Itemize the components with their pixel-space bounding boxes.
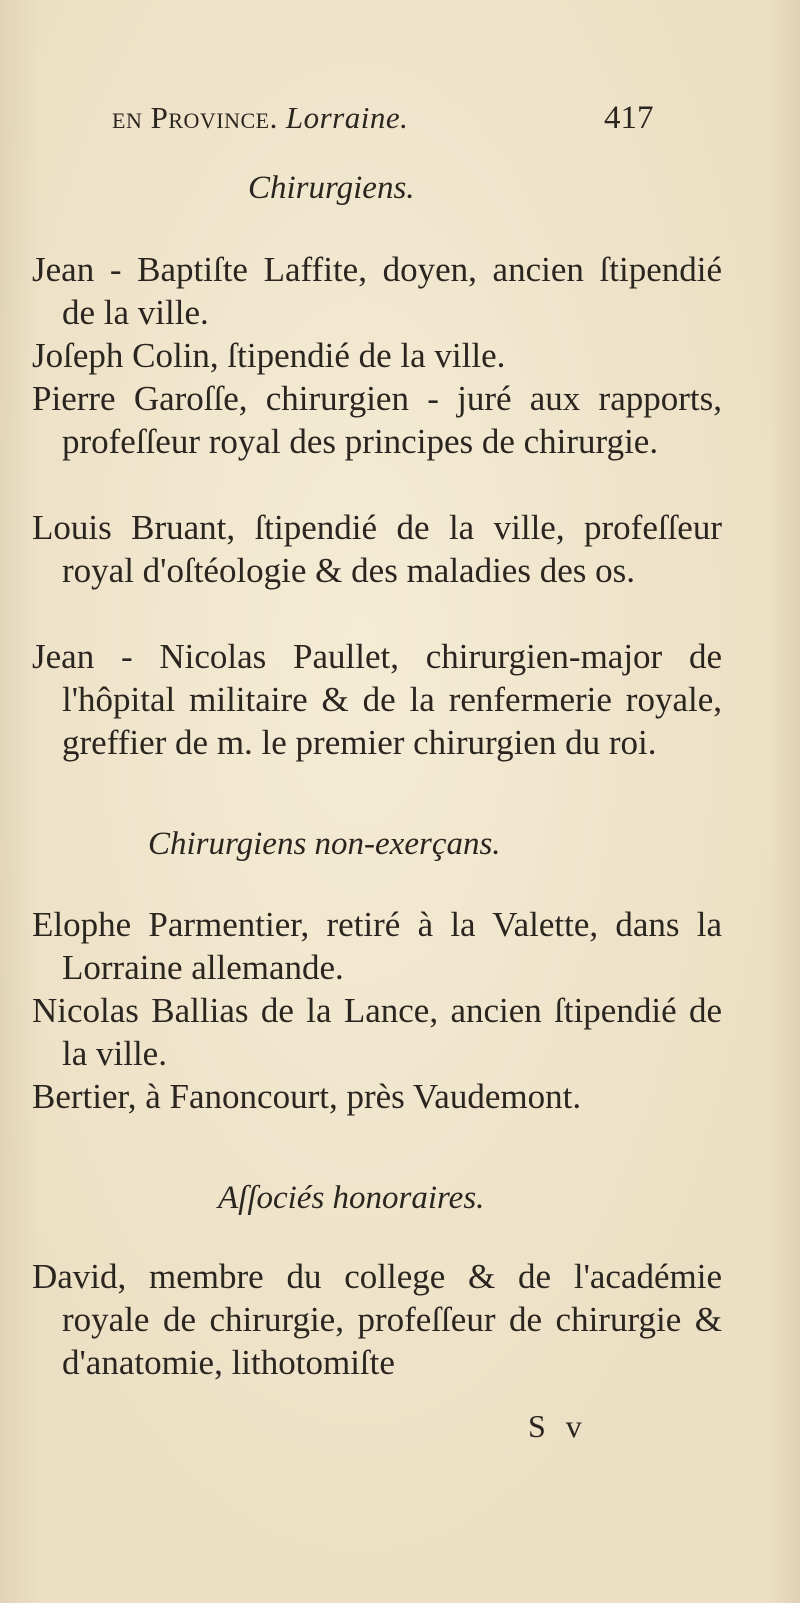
list-item: Jean - Baptiſte Laffite, doyen, ancien ſtipendié de la ville. xyxy=(32,250,722,332)
list-item: Elophe Parmentier, retiré à la Valette, dans la Lorraine allemande. xyxy=(32,905,722,987)
list-item: Jean - Nicolas Paullet, chirurgien-major de l'hôpital militaire & de la renfermerie royale, greffier de m. le premier chirurgien du roi. xyxy=(32,637,722,762)
list-item: Pierre Garoſſe, chirurgien - juré aux rapports, profeſſeur royal des principes de chirurgie. xyxy=(32,379,722,461)
section-title-chirurgiens: Chirurgiens. xyxy=(248,170,415,206)
list-item: Louis Bruant, ſtipendié de la ville, profeſſeur royal d'oſtéologie & des maladies des os. xyxy=(32,508,722,590)
list-item: David, membre du college & de l'académie royale de chirurgie, profeſſeur de chirurgie & d'anatomie, lithotomiſte xyxy=(32,1257,722,1382)
section-title-associes: Aſſociés honoraires. xyxy=(218,1180,485,1216)
list-item: Joſeph Colin, ſtipendié de la ville. xyxy=(32,336,506,375)
section-title-non-exercans: Chirurgiens non-exerçans. xyxy=(148,826,501,862)
running-head-province: en Province. xyxy=(112,100,278,135)
running-head-region: Lorraine. xyxy=(285,100,409,135)
signature-mark: S v xyxy=(528,1408,588,1444)
list-item: Nicolas Ballias de la Lance, ancien ſtipendié de la ville. xyxy=(32,991,722,1073)
page-number: 417 xyxy=(604,100,654,136)
running-head xyxy=(112,100,408,136)
list-item: Bertier, à Fanoncourt, près Vaudemont. xyxy=(32,1077,582,1116)
